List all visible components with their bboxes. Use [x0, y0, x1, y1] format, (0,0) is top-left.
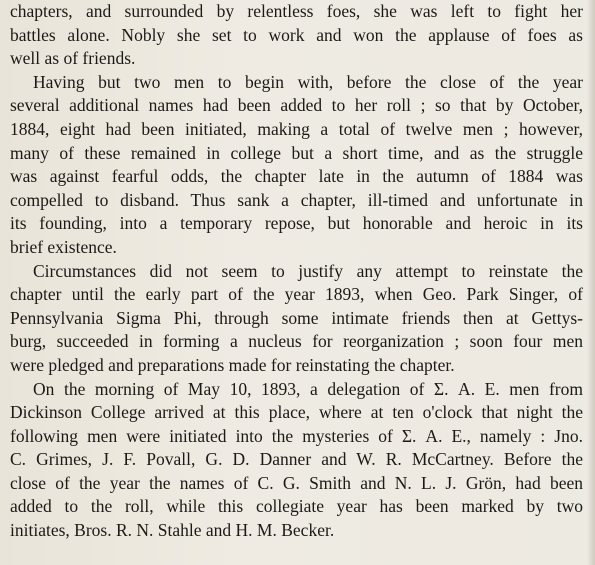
text-line: On the morning of May 10, 1893, a delegation of Σ. A. E. men from — [33, 378, 583, 399]
text-line: compelled to disband. Thus sank a chapter, ill-timed and unfortunate in — [10, 189, 583, 210]
page-edge-shadow — [587, 0, 595, 565]
text-line: its founding, into a temporary repose, but honorable and heroic in its — [10, 213, 583, 234]
text-line: battles alone. Nobly she set to work and won the applause of foes as — [10, 24, 583, 45]
body-text — [10, 0, 583, 543]
text-line: following men were initiated into the mysteries of Σ. A. E., namely : Jno. — [10, 425, 583, 446]
text-line: was against fearful odds, the chapter late in the autumn of 1884 was — [10, 166, 583, 187]
text-line: chapters, and surrounded by relentless foes, she was left to fight her — [10, 1, 583, 21]
text-line: were pledged and preparations made for reinstating the chapter. — [10, 354, 455, 375]
text-line: Dickinson College arrived at this place, where at ten o'clock that night the — [10, 402, 583, 423]
text-line: close of the year the names of C. G. Smith and N. L. J. Grön, had been — [10, 472, 583, 493]
text-line: 1884, eight had been initiated, making a total of twelve men ; however, — [10, 118, 583, 139]
text-line: well as of friends. — [10, 48, 136, 69]
text-line: burg, succeeded in forming a nucleus for reorganization ; soon four men — [10, 331, 583, 352]
text-line: many of these remained in college but a short time, and as the struggle — [10, 142, 583, 163]
text-line: Having but two men to begin with, before the close of the year — [33, 71, 583, 92]
text-line: chapter until the early part of the year 1893, when Geo. Park Singer, of — [10, 284, 583, 305]
text-line: several additional names had been added to her roll ; so that by October, — [10, 95, 583, 116]
text-line: C. Grimes, J. F. Povall, G. D. Danner and W. R. McCartney. Before the — [10, 449, 583, 470]
text-line: added to the roll, while this collegiate year has been marked by two — [10, 496, 583, 517]
text-line: Pennsylvania Sigma Phi, through some intimate friends then at Gettys- — [10, 307, 583, 328]
text-line: Circumstances did not seem to justify any attempt to reinstate the — [33, 260, 583, 281]
text-line: brief existence. — [10, 236, 117, 257]
text-line: initiates, Bros. R. N. Stahle and H. M. Becker. — [10, 520, 335, 541]
